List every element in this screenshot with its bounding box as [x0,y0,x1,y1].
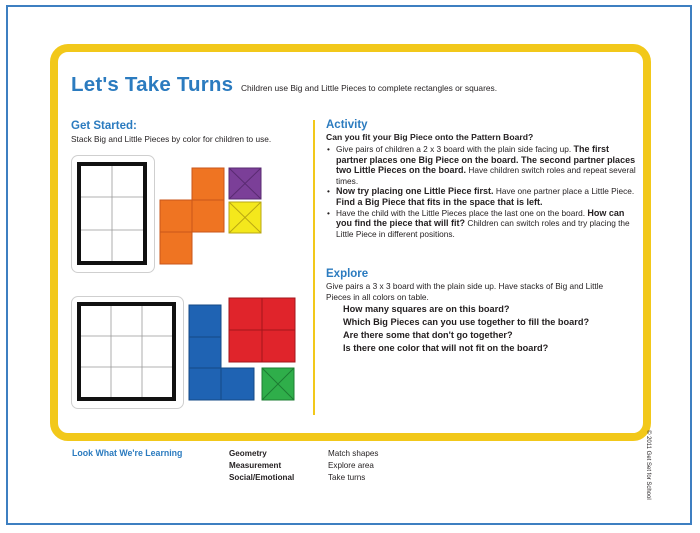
activity-step-3: • Have the child with the Little Pieces place the last one on the board. How can you find the piece that will fit? Children can switch roles and try placing the Little Piece in different positions. [326,208,639,240]
little-piece-purple [229,168,261,199]
big-piece-orange [160,168,224,264]
copyright-notice: © 2011 Get Set for School [645,430,651,500]
learning-area: Social/Emotional [229,472,295,482]
learning-skill: Explore area [328,460,374,470]
learning-area: Geometry [229,449,267,458]
board-3x3 [77,302,176,401]
explore-heading: Explore [326,268,369,280]
page-subtitle: Children use Big and Little Pieces to complete rectangles or squares. [241,83,498,93]
learning-areas [229,448,294,483]
explore-question: Are there some that don't go together? [343,330,513,340]
little-piece-yellow [229,202,261,233]
get-started-text: Stack Big and Little Pieces by color for children to use. [71,134,272,144]
get-started-heading: Get Started: [71,120,137,132]
explore-question: How many squares are on this board? [343,304,510,314]
learning-skill: Take turns [328,472,366,482]
learning-heading: Look What We're Learning [72,448,183,458]
activity-question: Can you fit your Big Piece onto the Pattern Board? [326,132,534,142]
activity-step-1: • Give pairs of children a 2 x 3 board with the plain side facing up. The first partner places one Big Piece on the board. The second partner places two Little Pieces on the board. Have children switch roles and repeat several times. [326,144,639,186]
big-piece-red [229,298,295,362]
activity-steps [326,144,639,239]
learning-skills [328,448,378,483]
explore-questions [343,303,589,355]
learning-area: Measurement [229,460,282,470]
explore-question: Is there one color that will not fit on the board? [343,343,549,353]
explore-question: Which Big Pieces can you use together to fill the board? [343,317,590,327]
activity-heading: Activity [326,119,368,131]
activity-step-2: • Now try placing one Little Piece first. Have one partner place a Little Piece. Find a Big Piece that fits in the space that is left. [326,186,639,207]
learning-skill: Match shapes [328,449,379,458]
board-2x3 [77,162,147,265]
little-piece-green [262,368,294,400]
page-title: Let's Take Turns [71,73,234,96]
column-divider [313,120,315,415]
explore-text: Give pairs a 3 x 3 board with the plain side up. Have stacks of Big and Little Pieces in all colors on table. [326,281,604,302]
